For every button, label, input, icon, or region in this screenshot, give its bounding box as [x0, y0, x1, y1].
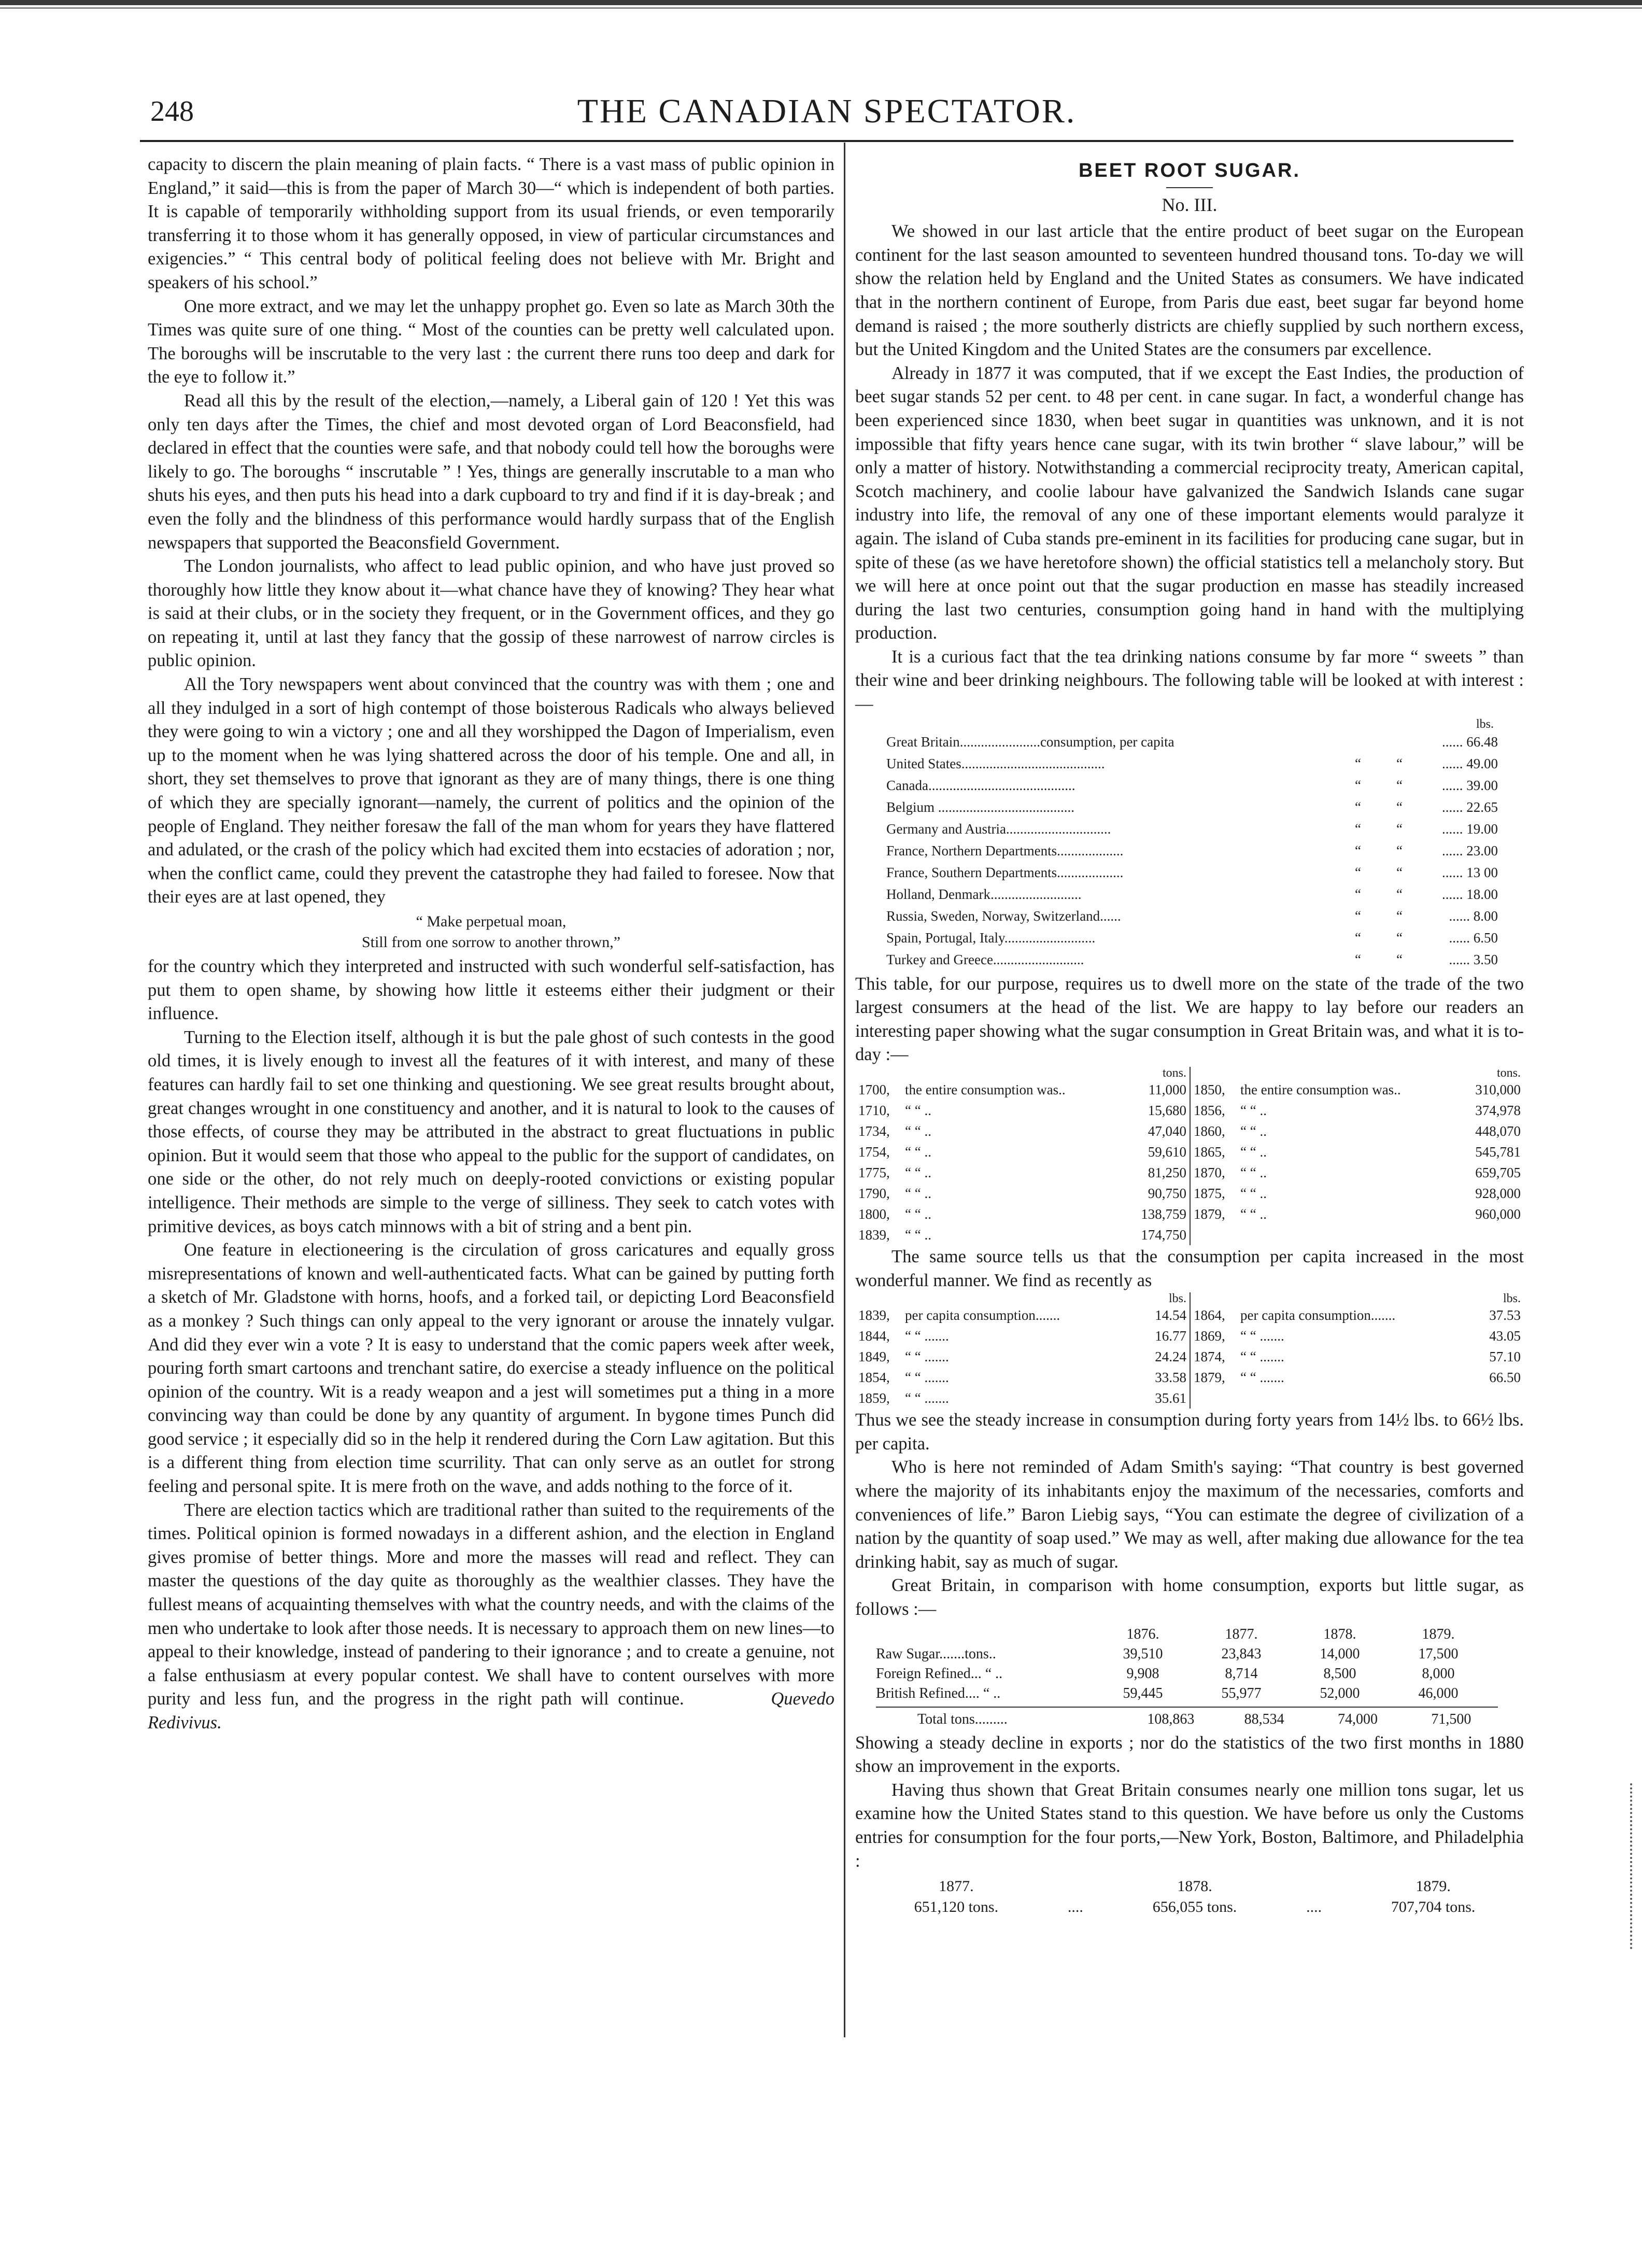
table-cell: ...... 39.00: [1442, 777, 1498, 793]
table-cell: “ “ ..: [1240, 1103, 1267, 1119]
article-number: No. III.: [1162, 194, 1218, 215]
table-cell: [1047, 1876, 1104, 1897]
table-row: [886, 927, 1498, 949]
table-cell: “: [1355, 951, 1361, 967]
table-row: [886, 731, 1498, 753]
table-cell: 1875,: [1194, 1186, 1225, 1202]
table-cell: British Refined.... “ ..: [876, 1685, 1001, 1701]
table-cell: 9,908: [1126, 1665, 1159, 1682]
table-cell: 37.53: [1489, 1307, 1521, 1323]
consumption-table-left: [855, 1067, 1190, 1245]
table-cell: “ “ .......: [905, 1370, 949, 1386]
table-cell: “: [1355, 864, 1361, 880]
table-cell: Holland, Denmark..........................: [886, 886, 1082, 902]
table-cell: 1879,: [1194, 1370, 1225, 1386]
table-cell: 1839,: [858, 1227, 890, 1243]
table-row: [1194, 1367, 1521, 1388]
table-cell: 928,000: [1475, 1186, 1521, 1202]
table-cell: “: [1396, 886, 1403, 902]
table-cell: 66.50: [1489, 1370, 1521, 1386]
table-cell: 1790,: [858, 1186, 890, 1202]
paragraph: This table, for our purpose, requires us to dwell more on the state of the trade of the two largest consumers at the head of the list. We are happy to lay before our readers an interesting paper showing what the sugar consumption in Great Britain was, and what it is to-day :—: [855, 974, 1524, 1065]
paragraph: We showed in our last article that the entire product of beet sugar on the European continent for the last season amounted to seventeen hundred thousand tons. To-day we will show the relation held by England and the United States as consumers. We have indicated that in the northern continent of Europe, from Paris due east, beet sugar far beyond home demand is raised ; the more southerly districts are chiefly supplied by such northern excess, but the United Kingdom and the United States are the consumers par excellence.: [855, 221, 1524, 360]
table-row: [1194, 1162, 1521, 1183]
table-cell: 23,843: [1221, 1645, 1262, 1662]
table-cell: “ “ ..: [1240, 1186, 1267, 1202]
table-cell: United States.........................................: [886, 755, 1105, 771]
page-number: 248: [150, 95, 194, 128]
ports-table: [866, 1876, 1524, 1918]
table-cell: “ “ ..: [905, 1227, 931, 1243]
title-rule: [1166, 187, 1213, 188]
table-cell: “: [1355, 908, 1361, 924]
table-cell: Total tons.........: [917, 1711, 1008, 1727]
top-border: [0, 0, 1642, 5]
table-row: [1194, 1326, 1521, 1346]
table-row: [1194, 1121, 1521, 1142]
table-cell: “ “ ..: [905, 1144, 931, 1160]
table-cell: “ “ .......: [905, 1390, 949, 1406]
table-row: [886, 862, 1498, 883]
paragraph: The same source tells us that the consumption per capita increased in the most wonderful manner. We find as recently as: [855, 1247, 1524, 1290]
table-row: [1194, 1079, 1521, 1100]
table-cell: ...... 23.00: [1442, 842, 1498, 858]
newspaper-title: THE CANADIAN SPECTATOR.: [577, 92, 1077, 130]
right-column: [855, 153, 1524, 1918]
paragraph: Thus we see the steady increase in consumption during forty years from 14½ lbs. to 66½ lbs. per capita.: [855, 1410, 1524, 1454]
table-row: [858, 1326, 1186, 1346]
column-divider: [844, 143, 845, 2037]
table-cell: 1844,: [858, 1328, 890, 1344]
table-row: [858, 1224, 1186, 1245]
table-cell: ...... 8.00: [1449, 908, 1498, 924]
table-row: [886, 818, 1498, 840]
table-cell: “: [1396, 908, 1403, 924]
table-cell: 59,445: [1123, 1685, 1163, 1701]
table-cell: Russia, Sweden, Norway, Switzerland......: [886, 908, 1121, 924]
table-row: [866, 1897, 1524, 1918]
paragraph: [148, 1499, 834, 1735]
table-cell: Great Britain.......................consumption, per capita: [886, 734, 1174, 750]
left-column: [148, 153, 834, 1735]
paragraph: Read all this by the result of the election,—namely, a Liberal gain of 120 ! Yet this was only ten days after the Times, the chief and most devoted organ of Lord Beaconsfield, had declared in effect that the counties were safe, and that nobody could tell how the boroughs were likely to go. The boroughs “ inscrutable ” ! Yes, things are generally inscrutable to a man who shuts his eyes, and then puts his head into a dark cupboard to try and find if it is day-break ; and even the folly and the blindness of this performance would hardly surpass that of the English newspapers that supported the Beaconsfield Government.: [148, 390, 834, 553]
table-cell: ....: [1306, 1898, 1322, 1916]
table-cell: 90,750: [1148, 1186, 1186, 1202]
table-row: [858, 1388, 1186, 1408]
table-cell: Raw Sugar.......tons..: [876, 1645, 996, 1662]
table-cell: ...... 6.50: [1449, 929, 1498, 946]
table-row: [886, 840, 1498, 862]
table-row: [876, 1664, 1498, 1684]
table-cell: 108,863: [1147, 1711, 1195, 1727]
table-cell: 1754,: [858, 1144, 890, 1160]
table-cell: 17,500: [1418, 1645, 1459, 1662]
table-row: [886, 883, 1498, 905]
table-cell: ...... 3.50: [1449, 951, 1498, 967]
table-cell: “: [1355, 886, 1361, 902]
margin-scan-marks: [1630, 1783, 1639, 1949]
paragraph: Great Britain, in comparison with home consumption, exports but little sugar, as follows :—: [855, 1575, 1524, 1619]
table-header-row: [876, 1625, 1498, 1644]
paragraph: It is a curious fact that the tea drinking nations consume by far more “ sweets ” than their wine and beer drinking neighbours. The following table will be looked at with interest :—: [855, 646, 1524, 714]
table-row: [1194, 1142, 1521, 1162]
table-cell: “: [1355, 799, 1361, 815]
table-cell: 1856,: [1194, 1103, 1225, 1119]
table-cell: “ “ ..: [905, 1103, 931, 1119]
table-cell: [876, 1625, 1094, 1644]
paragraph: The London journalists, who affect to lead public opinion, and who have just proved so thoroughly how little they know about it—what chance have they of knowing? They hear what is said at their clubs, or in the society they frequent, or in the Government offices, and they go on repeating it, until at last they fancy that the gossip of these narrowest of narrow circles is public opinion.: [148, 556, 834, 671]
table-header: 1876.: [1126, 1626, 1159, 1642]
paragraph: One more extract, and we may let the unhappy prophet go. Even so late as March 30th the Times was quite sure of one thing. “ Most of the counties can be pretty well calculated upon. The boroughs will be inscrutable to the very last : the current there runs too deep and dark for the eye to follow it.”: [148, 296, 834, 387]
table-cell: “ “ .......: [905, 1349, 949, 1365]
table-row: [858, 1183, 1186, 1204]
paragraph: One feature in electioneering is the circulation of gross caricatures and equally gross misrepresentations of known and well-authenticated facts. What can be gained by putting forth a sketch of Mr. Gladstone with horns, hoofs, and a forked tail, or depicting Lord Beaconsfield as a monkey ? Such things can only appeal to the very ignorant or arouse the innately vulgar. And did they ever win a vote ? It is easy to understand that the comic papers week after week, pouring forth smart cartoons and trenchant satire, do exercise a steady influence on the political opinion of the country. Wit is a ready weapon and a jest will sometimes put a thing in a more convincing way than could be done by any quantity of argument. In bygone times Punch did good service ; it especially did so in the help it rendered during the Corn Law agitation. But this is a different thing from election time scurrility. That can only serve as an outlet for strong feeling and personal spite. It is mere froth on the wave, and adds nothing to the force of it.: [148, 1240, 834, 1497]
table-header: 1877.: [1225, 1626, 1258, 1642]
table-cell: Foreign Refined... “ ..: [876, 1665, 1003, 1682]
table-unit: lbs.: [1476, 717, 1494, 731]
table-cell: 659,705: [1475, 1165, 1521, 1181]
table-cell: 1859,: [858, 1390, 890, 1406]
table-cell: ...... 22.65: [1442, 799, 1498, 815]
table-cell: “ “ ..: [905, 1165, 931, 1181]
table-cell: per capita consumption.......: [1240, 1307, 1396, 1323]
table-cell: 52,000: [1320, 1685, 1360, 1701]
per-capita-years-right: [1190, 1292, 1524, 1408]
table-cell: 11,000: [1148, 1082, 1186, 1098]
table-cell: “ “ ..: [905, 1123, 931, 1139]
table-cell: 1869,: [1194, 1328, 1225, 1344]
table-cell: 1870,: [1194, 1165, 1225, 1181]
table-cell: “: [1355, 929, 1361, 946]
table-cell: 8,500: [1323, 1665, 1356, 1682]
table-cell: 1734,: [858, 1123, 890, 1139]
paragraph: Having thus shown that Great Britain consumes nearly one million tons sugar, let us examine how the United States stand to this question. We have before us only the Customs entries for consumption for the four ports,—New York, Boston, Baltimore, and Philadelphia :: [855, 1780, 1524, 1871]
table-unit: lbs.: [1503, 1292, 1521, 1306]
table-cell: “ “ .......: [905, 1328, 949, 1344]
paragraph: capacity to discern the plain meaning of plain facts. “ There is a vast mass of public opinion in England,” it said—this is from the paper of March 30—“ which is independent of both parties. It is capable of temporarily withholding support from its usual friends, or even temporarily transferring it to those whom it has generally opposed, in view of particular circumstances and exigencies.” “ This central body of political feeling does not believe with Mr. Bright and speakers of his school.”: [148, 154, 834, 292]
exports-table: [876, 1625, 1498, 1729]
table-cell: Germany and Austria..............................: [886, 821, 1111, 837]
table-cell: per capita consumption.......: [905, 1307, 1060, 1323]
table-cell: Canada..........................................: [886, 777, 1075, 793]
paragraph-text: There are election tactics which are traditional rather than suited to the requirements of the times. Political opinion is formed nowadays in a different ashion, and the election in England gives promise of better things. More and more the masses will read and reflect. They can master the questions of the day quite as thoroughly as the wealthier classes. They have the fullest means of acquainting themselves with what the country needs, and with the claims of the men who undertake to look after those needs. It is necessary to approach them on new lines—to appeal to their knowledge, instead of pandering to their ignorance ; and to create a genuine, not a false enthusiasm at every popular contest. We shall have to content ourselves with more purity and less fun, and the progress in the right path will continue.: [148, 1500, 834, 1709]
table-cell: 8,000: [1422, 1665, 1455, 1682]
table-cell: 1710,: [858, 1103, 890, 1119]
table-cell: 33.58: [1155, 1370, 1186, 1386]
table-cell: 1854,: [858, 1370, 890, 1386]
consumption-table: [855, 1067, 1524, 1245]
table-header: 1879.: [1415, 1878, 1451, 1895]
per-capita-table: [886, 717, 1498, 970]
table-cell: 545,781: [1475, 1144, 1521, 1160]
table-row: [858, 1305, 1186, 1326]
table-cell: 656,055 tons.: [1152, 1898, 1237, 1916]
table-cell: 1849,: [858, 1349, 890, 1365]
table-cell: 1839,: [858, 1307, 890, 1323]
table-header: 1879.: [1422, 1626, 1455, 1642]
table-cell: ...... 66.48: [1442, 734, 1498, 750]
table-cell: 24.24: [1155, 1349, 1186, 1365]
table-cell: 55,977: [1221, 1685, 1262, 1701]
table-cell: “ “ ..: [1240, 1206, 1267, 1222]
table-cell: ...... 13 00: [1442, 864, 1498, 880]
table-cell: “ “ ..: [905, 1206, 931, 1222]
table-cell: 960,000: [1475, 1206, 1521, 1222]
table-row: [886, 949, 1498, 970]
table-cell: 35.61: [1155, 1390, 1186, 1406]
table-row: [876, 1644, 1498, 1664]
paragraph: Who is here not reminded of Adam Smith's saying: “That country is best governed where the majority of its inhabitants enjoy the maximum of the necessaries, comforts and conveniences of life.” Baron Liebig says, “You can estimate the degree of civilization of a nation by the quantity of soap used.” We may as well, after making due allowance for the tea drinking habit, say as much of sugar.: [855, 1457, 1524, 1572]
quote-line: Still from one sorrow to another thrown,”: [361, 934, 621, 951]
table-cell: “: [1355, 842, 1361, 858]
table-cell: ...... 19.00: [1442, 821, 1498, 837]
table-row: [1194, 1346, 1521, 1367]
table-cell: 8,714: [1225, 1665, 1258, 1682]
table-cell: 15,680: [1148, 1103, 1186, 1119]
table-cell: 1700,: [858, 1082, 890, 1098]
table-cell: “ “ ..: [1240, 1165, 1267, 1181]
paragraph: Already in 1877 it was computed, that if we except the East Indies, the production of beet sugar stands 52 per cent. to 48 per cent. in cane sugar. In fact, a wonderful change has been experienced since 1830, when beet sugar in quantities was unknown, and it is not impossible that fifty years hence cane sugar, with its twin brother “ slave labour,” will be only a matter of history. Notwithstanding a commercial reciprocity treaty, American capital, Scotch machinery, and coolie labour have galvanized the Sandwich Islands cane sugar industry into life, the removal of any one of these important elements would paralyze it again. The island of Cuba stands pre-eminent in its facilities for producing cane sugar, but in spite of these (as we have heretofore shown) the official statistics tell a melancholy story. But we will here at once point out that the sugar production en masse has steadily increased during the last two centuries, consumption going hand in hand with the multiplying production.: [855, 363, 1524, 643]
table-cell: 59,610: [1148, 1144, 1186, 1160]
table-cell: 81,250: [1148, 1165, 1186, 1181]
table-cell: 1850,: [1194, 1082, 1225, 1098]
top-border-thin: [0, 7, 1642, 9]
table-row: [886, 905, 1498, 927]
table-cell: Turkey and Greece..........................: [886, 951, 1084, 967]
table-cell: “: [1396, 777, 1403, 793]
table-cell: the entire consumption was..: [905, 1082, 1066, 1098]
table-cell: 651,120 tons.: [914, 1898, 999, 1916]
table-unit: tons.: [1162, 1066, 1186, 1080]
table-row: [858, 1346, 1186, 1367]
header-rule: [140, 140, 1513, 142]
table-cell: 1775,: [858, 1165, 890, 1181]
table-cell: ...... 49.00: [1442, 755, 1498, 771]
table-cell: “: [1355, 755, 1361, 771]
table-cell: 39,510: [1123, 1645, 1163, 1662]
table-cell: 138,759: [1141, 1206, 1186, 1222]
table-cell: 16.77: [1155, 1328, 1186, 1344]
table-cell: “ “ .......: [1240, 1349, 1284, 1365]
quote-line: “ Make perpetual moan,: [416, 913, 567, 930]
table-cell: “ “ .......: [1240, 1370, 1284, 1386]
table-cell: [1285, 1876, 1342, 1897]
paragraph: All the Tory newspapers went about convinced that the country was with them ; one and all they indulged in a sort of high contempt of those boisterous Radicals who always believed they were going to win a victory ; one and all they worshipped the Dagon of Imperialism, even up to the moment when he was lying shattered across the door of his temple. One and all, in short, they set themselves to prove that ignorant as they are of many things, there is one thing of which they are specially ignorant—namely, the current of politics and the opinion of the people of England. They neither foresaw the fall of the man whom for years they have flattered and adulated, or the crash of the policy which had excited them into ecstacies of adoration ; nor, when the conflict came, could they prevent the catastrophe they had failed to foresee. Now that their eyes are at last opened, they: [148, 674, 834, 907]
table-cell: 1879,: [1194, 1206, 1225, 1222]
table-row: [1194, 1183, 1521, 1204]
table-cell: “: [1396, 842, 1403, 858]
table-row: [1194, 1100, 1521, 1121]
table-unit: lbs.: [1168, 1292, 1186, 1306]
table-cell: [1379, 731, 1420, 753]
paragraph: for the country which they interpreted and instructed with such wonderful self-satisfaction, has put them to open shame, by showing how little it esteems either their judgment or their influence.: [148, 956, 834, 1024]
table-cell: 88,534: [1244, 1711, 1284, 1727]
table-cell: the entire consumption was..: [1240, 1082, 1401, 1098]
table-cell: 71,500: [1431, 1711, 1471, 1727]
table-cell: “: [1396, 929, 1403, 946]
table-cell: 448,070: [1475, 1123, 1521, 1139]
table-row: [886, 796, 1498, 818]
table-cell: “: [1396, 755, 1403, 771]
table-cell: Belgium .......................................: [886, 799, 1074, 815]
table-cell: 1860,: [1194, 1123, 1225, 1139]
table-cell: France, Southern Departments...................: [886, 864, 1124, 880]
table-cell: “: [1396, 821, 1403, 837]
table-row: [886, 774, 1498, 796]
table-row: [886, 753, 1498, 774]
table-row: [876, 1684, 1498, 1703]
table-row: [1194, 1305, 1521, 1326]
table-cell: ...... 18.00: [1442, 886, 1498, 902]
table-cell: 374,978: [1475, 1103, 1521, 1119]
table-cell: 74,000: [1338, 1711, 1378, 1727]
table-header: 1878.: [1177, 1878, 1212, 1895]
paragraph: Turning to the Election itself, although it is but the pale ghost of such contests in the good old times, it is lively enough to invest all the features of it with interest, and many of these features can hardly fail to set one thinking and questioning. We see great results brought about, great changes wrought in one constituency and another, and it is natural to look to the causes of those effects, of course they may be attributed in the abstract to great fluctuations in public opinion. But it would seem that those who appeal to the public for the support of candidates, on one side or the other, do not rely much on deeply-rooted convictions or existing popular intelligence. Their methods are simple to the verge of silliness. They seek to catch votes with primitive devices, as boys catch minnows with a bit of string and a bent pin.: [148, 1027, 834, 1236]
table-cell: 57.10: [1489, 1349, 1521, 1365]
table-cell: 1865,: [1194, 1144, 1225, 1160]
table-cell: “: [1396, 951, 1403, 967]
table-row: [858, 1367, 1186, 1388]
per-capita-years-left: [855, 1292, 1190, 1408]
table-cell: 1800,: [858, 1206, 890, 1222]
table-cell: “ “ .......: [1240, 1328, 1284, 1344]
table-row: [858, 1121, 1186, 1142]
table-cell: France, Northern Departments...................: [886, 842, 1124, 858]
table-cell: 14.54: [1155, 1307, 1186, 1323]
table-cell: “: [1355, 821, 1361, 837]
table-cell: 47,040: [1148, 1123, 1186, 1139]
table-cell: ....: [1067, 1898, 1083, 1916]
table-cell: “: [1396, 864, 1403, 880]
paragraph: Showing a steady decline in exports ; nor do the statistics of the two first months in 1880 show an improvement in the exports.: [855, 1732, 1524, 1777]
page-header: [150, 91, 1503, 137]
table-cell: “ “ ..: [1240, 1144, 1267, 1160]
table-cell: [1337, 731, 1379, 753]
table-cell: Spain, Portugal, Italy..........................: [886, 929, 1096, 946]
author-signature: Quevedo Redivivus.: [148, 1689, 834, 1732]
table-row: [858, 1079, 1186, 1100]
table-cell: 174,750: [1141, 1227, 1186, 1243]
table-cell: 46,000: [1418, 1685, 1459, 1701]
table-cell: 1864,: [1194, 1307, 1225, 1323]
table-header: 1877.: [939, 1878, 974, 1895]
table-cell: 43.05: [1489, 1328, 1521, 1344]
table-header: 1878.: [1323, 1626, 1356, 1642]
table-row: [1194, 1204, 1521, 1224]
table-cell: 14,000: [1320, 1645, 1360, 1662]
table-cell: “: [1355, 777, 1361, 793]
table-row: [858, 1162, 1186, 1183]
table-header-row: [866, 1876, 1524, 1897]
table-cell: 1874,: [1194, 1349, 1225, 1365]
table-row: [858, 1142, 1186, 1162]
table-row: [858, 1100, 1186, 1121]
per-capita-years-table: [855, 1292, 1524, 1408]
article-title: BEET ROOT SUGAR.: [1078, 160, 1301, 181]
table-cell: “ “ ..: [1240, 1123, 1267, 1139]
table-cell: “ “ ..: [905, 1186, 931, 1202]
poem-quote: [148, 911, 834, 953]
table-cell: “: [1396, 799, 1403, 815]
table-cell: 707,704 tons.: [1391, 1898, 1476, 1916]
consumption-table-right: [1190, 1067, 1524, 1245]
table-unit: tons.: [1496, 1066, 1521, 1080]
table-cell: 310,000: [1475, 1082, 1521, 1098]
table-row: [858, 1204, 1186, 1224]
table-total-row: [876, 1707, 1498, 1729]
